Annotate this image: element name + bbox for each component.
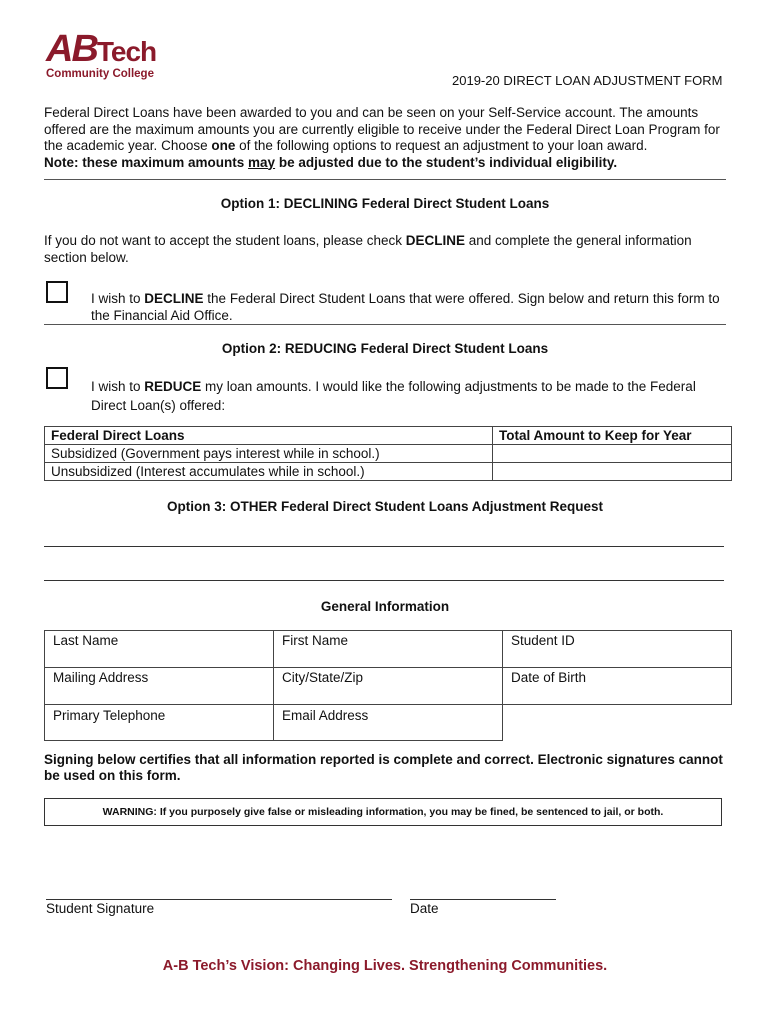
option1-instructions — [44, 232, 734, 266]
logo-mark-tech: Tech — [96, 36, 157, 67]
reduce-a: I wish to — [91, 379, 145, 394]
student-id-field[interactable]: Student ID — [503, 631, 732, 668]
divider — [44, 179, 726, 180]
option1-instr-c: and complete the general information section below. — [44, 233, 692, 265]
unsubsidized-label: Unsubsidized (Interest accumulates while in school.) — [45, 463, 493, 481]
student-signature-line[interactable] — [46, 899, 392, 900]
logo-mark-ab: AB — [46, 28, 97, 70]
divider — [44, 324, 726, 325]
note-b: be adjusted due to the student’s individual eligibility. — [275, 154, 618, 170]
decline-a: I wish to — [91, 291, 145, 306]
table-row — [45, 705, 732, 741]
subsidized-label: Subsidized (Government pays interest while in school.) — [45, 445, 493, 463]
table-row — [45, 427, 732, 445]
general-info-table — [44, 630, 732, 741]
phone-field[interactable]: Primary Telephone — [45, 705, 274, 741]
decline-c: the Federal Direct Student Loans that were offered. Sign below and return this form to the Financial Aid Office. — [91, 291, 720, 323]
other-request-line-2[interactable] — [44, 580, 724, 581]
first-name-field[interactable]: First Name — [274, 631, 503, 668]
intro-note — [44, 155, 617, 170]
reduce-b: REDUCE — [144, 379, 202, 394]
loan-adjustment-table — [44, 426, 732, 481]
intro-p1: Federal Direct Loans have been awarded to you and can be seen on your Self-Service account. The amounts offered are the maximum amounts you are currently eligible to receive under the Federal Direct Loan Program for the academic year. Choose — [44, 105, 720, 153]
empty-cell — [503, 705, 732, 741]
reduce-checkbox[interactable] — [46, 367, 68, 389]
subsidized-amount-field[interactable] — [493, 445, 732, 463]
general-heading: General Information — [320, 599, 450, 614]
college-logo — [46, 28, 157, 84]
intro-p1-bold: one — [211, 138, 236, 153]
mailing-address-field[interactable]: Mailing Address — [45, 668, 274, 705]
intro-text — [44, 105, 734, 171]
reduce-c: my loan amounts. I would like the following adjustments to be made to the Federal Direct Loan(s) offered: — [91, 379, 696, 413]
table-row — [45, 668, 732, 705]
other-request-line-1[interactable] — [44, 546, 724, 547]
decline-checkbox[interactable] — [46, 281, 68, 303]
city-state-zip-field[interactable]: City/State/Zip — [274, 668, 503, 705]
certification-text: Signing below certifies that all information reported is complete and correct. Electronic signatures cannot be used on this form. — [44, 752, 723, 783]
amount-header: Total Amount to Keep for Year — [493, 427, 732, 445]
table-row — [45, 463, 732, 481]
note-a: Note: these maximum amounts — [44, 154, 249, 170]
warning-box: WARNING: If you purposely give false or misleading information, you may be fined, be sentenced to jail, or both. — [44, 798, 722, 826]
option2-heading: Option 2: REDUCING Federal Direct Student Loans — [221, 341, 549, 356]
logo-mark — [46, 30, 156, 71]
vision-statement: A-B Tech’s Vision: Changing Lives. Strengthening Communities. — [162, 958, 608, 974]
table-row — [45, 445, 732, 463]
logo-subtitle: Community College — [46, 68, 154, 80]
dob-field[interactable]: Date of Birth — [503, 668, 732, 705]
date-label: Date — [410, 901, 439, 916]
note-underline: may — [248, 154, 276, 170]
option1-instr-b: DECLINE — [405, 233, 465, 248]
option3-heading: Option 3: OTHER Federal Direct Student Loans Adjustment Request — [166, 499, 604, 514]
form-title: 2019-20 DIRECT LOAN ADJUSTMENT FORM — [452, 73, 723, 88]
decline-statement — [91, 290, 731, 324]
email-field[interactable]: Email Address — [274, 705, 503, 741]
table-row — [45, 631, 732, 668]
option1-instr-a: If you do not want to accept the student loans, please check — [44, 233, 406, 248]
decline-b: DECLINE — [144, 291, 204, 306]
option1-heading: Option 1: DECLINING Federal Direct Student Loans — [220, 196, 550, 211]
loans-header: Federal Direct Loans — [45, 427, 493, 445]
last-name-field[interactable]: Last Name — [45, 631, 274, 668]
reduce-statement — [91, 377, 731, 415]
unsubsidized-amount-field[interactable] — [493, 463, 732, 481]
student-signature-label: Student Signature — [46, 901, 155, 916]
intro-p1-end: of the following options to request an adjustment to your loan award. — [235, 138, 648, 153]
date-line[interactable] — [410, 899, 556, 900]
